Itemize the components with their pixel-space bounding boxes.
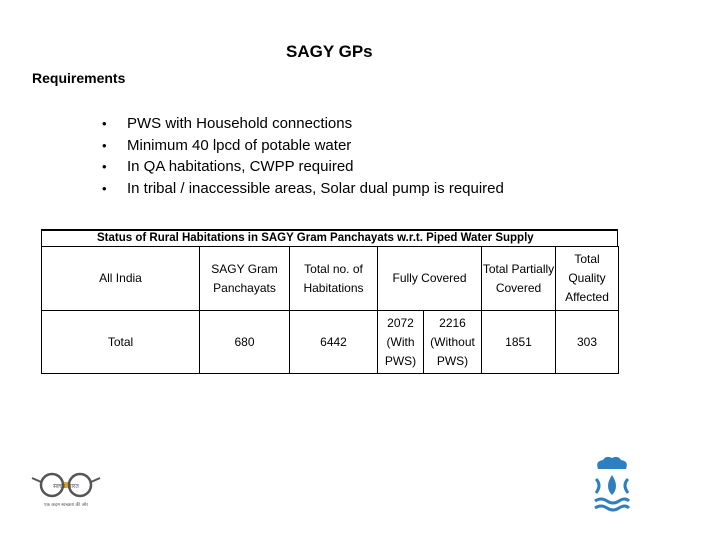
logo-text-top: स्वच्छ भारत [53, 483, 79, 490]
table-row [42, 311, 619, 374]
requirement-item: • In QA habitations, CWPP required [100, 156, 504, 178]
wave-icon [595, 499, 629, 503]
cell-fully-without-pws: 2216 (Without PWS) [424, 311, 482, 374]
cell-partially-covered: 1851 [482, 311, 556, 374]
cell-fully-with-pws: 2072 (With PWS) [378, 311, 424, 374]
cell-habitations: 6442 [290, 311, 378, 374]
row-label: Total [42, 311, 200, 374]
logo-text-bottom: एक कदम स्वच्छता की ओर [43, 503, 89, 508]
habitation-status-table [41, 229, 618, 368]
water-ministry-logo [592, 455, 632, 515]
spectacle-temple-right [91, 478, 100, 482]
spectacle-temple-left [32, 478, 41, 482]
requirement-item: • PWS with Household connections [100, 113, 504, 135]
left-arc-icon [596, 479, 599, 493]
header-all-india: All India [42, 247, 200, 311]
wave-icon [595, 506, 629, 510]
cloud-icon [597, 457, 627, 469]
status-grid [41, 246, 619, 374]
requirements-list [100, 113, 504, 199]
requirement-item: • Minimum 40 lpcd of potable water [100, 135, 504, 157]
header-sagy-gram-panchayats: SAGY Gram Panchayats [200, 247, 290, 311]
cell-gram-panchayats: 680 [200, 311, 290, 374]
slide-title: SAGY GPs [286, 42, 373, 61]
header-row [42, 247, 619, 311]
swachh-bharat-logo [30, 470, 102, 510]
header-quality-affected: Total Quality Affected [556, 247, 619, 311]
header-total-habitations: Total no. of Habitations [290, 247, 378, 311]
cell-quality-affected: 303 [556, 311, 619, 374]
water-drop-icon [608, 475, 616, 495]
header-fully-covered: Fully Covered [378, 247, 482, 311]
right-arc-icon [625, 479, 628, 493]
requirement-item: • In tribal / inaccessible areas, Solar dual pump is required [100, 178, 504, 200]
requirements-heading: Requirements [32, 70, 126, 86]
header-partially-covered: Total Partially Covered [482, 247, 556, 311]
table-caption: Status of Rural Habitations in SAGY Gram Panchayats w.r.t. Piped Water Supply [41, 229, 618, 246]
